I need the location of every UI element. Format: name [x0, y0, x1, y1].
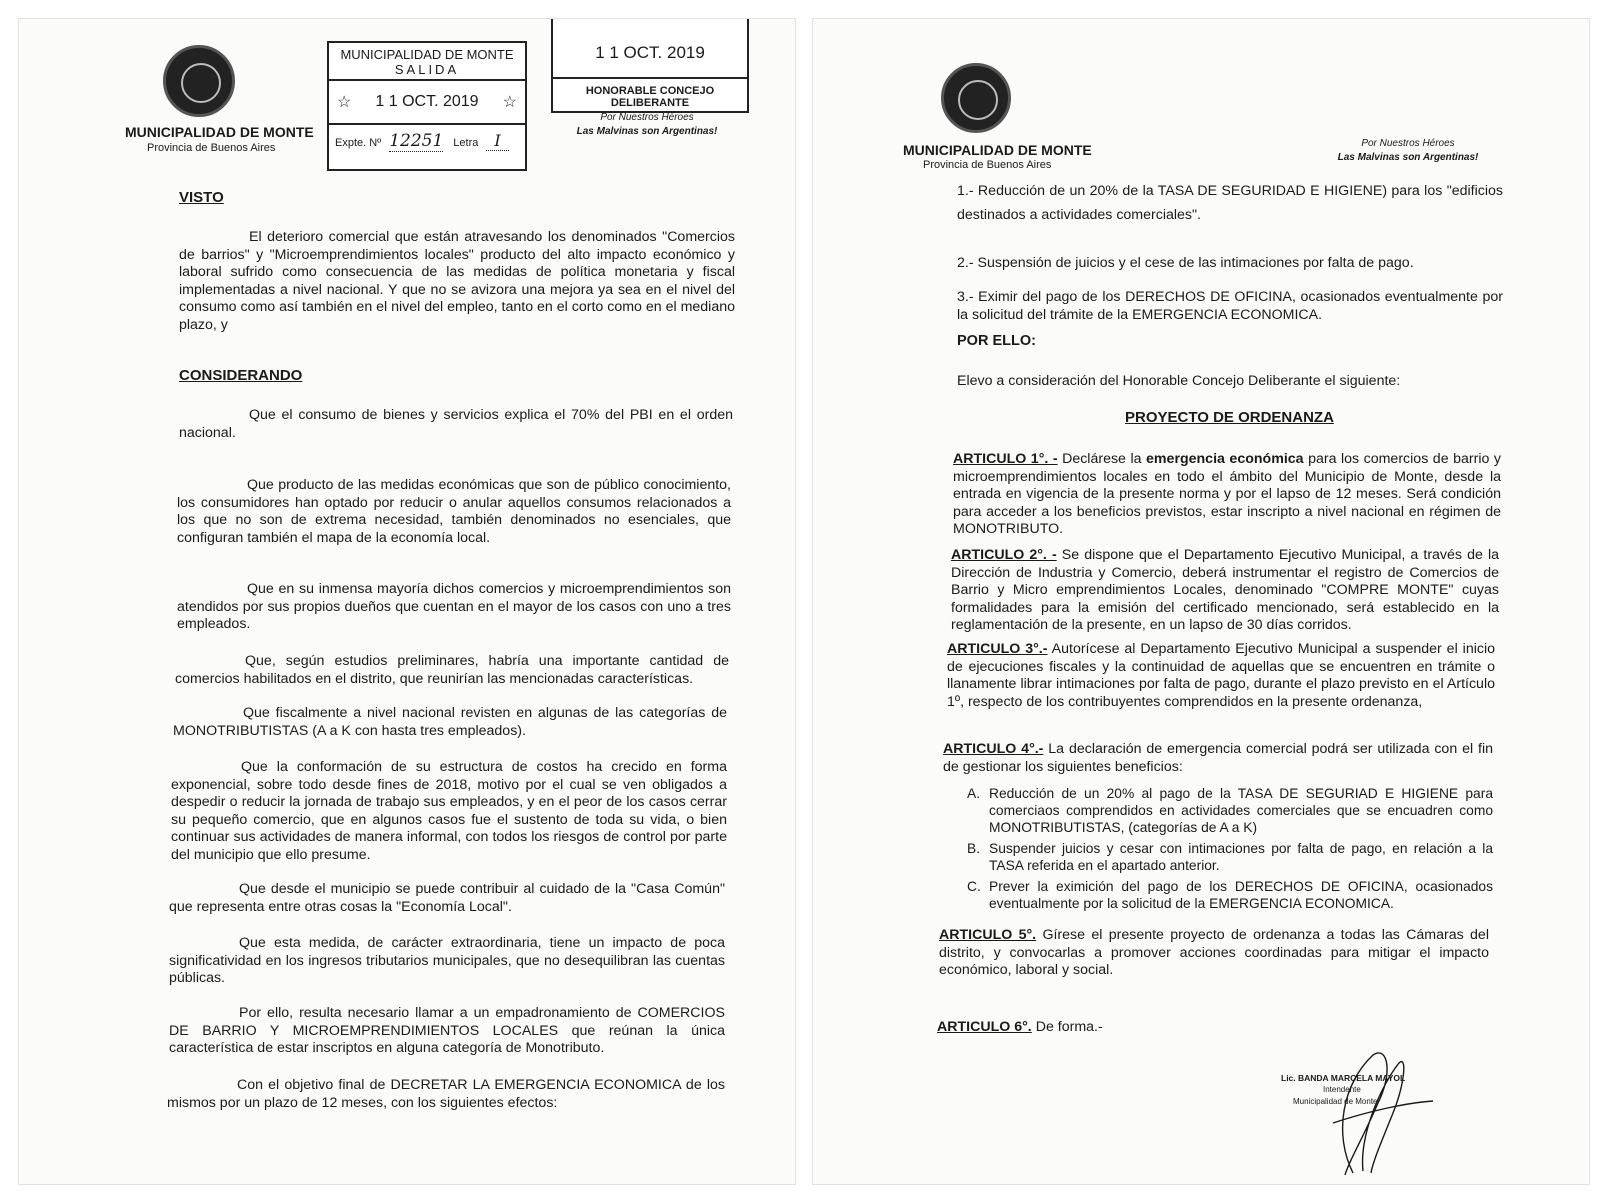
proyecto-title: PROYECTO DE ORDENANZA — [1125, 409, 1334, 426]
effect-item: 3.- Eximir del pago de los DERECHOS DE OFICINA, ocasionados eventualmente por la solicitud del trámite de la EMERGENCIA ECONOMICA. — [957, 289, 1503, 323]
header-title: MUNICIPALIDAD DE MONTE — [903, 142, 1092, 158]
municipal-crest-icon — [163, 45, 235, 117]
article-label: ARTICULO 4°.- — [943, 741, 1044, 757]
considerando-paragraph: Que producto de las medidas económicas que son de público conocimiento, los consumidores han optado por reducir o anular aquellos consumos relacionados a los que no son de extrema necesidad, también denominados no esenciales, que configuran también el mapa de la economía local. — [177, 477, 731, 546]
header-title: MUNICIPALIDAD DE MONTE — [125, 124, 314, 140]
expte-label: Expte. Nº — [335, 137, 382, 149]
concejo-stamp — [551, 19, 749, 113]
list-item: C. Prever la eximición del pago de los DERECHOS DE OFICINA, ocasionados eventualmente por la solicitud de la EMERGENCIA ECONOMICA. — [967, 879, 1493, 911]
star-icon: ☆ — [502, 94, 517, 111]
considerando-paragraph: Con el objetivo final de DECRETAR LA EMERGENCIA ECONOMICA de los mismos por un plazo de 12 meses, con los siguientes efectos: — [167, 1077, 725, 1111]
considerando-paragraph: Que la conformación de su estructura de costos ha crecido en forma exponencial, sobre todo desde fines de 2018, motivo por el cual se ven obligados a despedir o reducir la jornada de trabajo sus empleados, y en el peor de los casos cerrar su pequeño comercio, que en algunos casos fue el sustento de toda su vida, o bien continuar sus actividades de manera informal, con todos los riesgos de control por parte del municipio que ello presume. — [171, 759, 727, 863]
concejo-stamp-name: HONORABLE CONCEJO DELIBERANTE — [585, 85, 715, 109]
document-page-left — [18, 18, 796, 1185]
list-item: A. Reducción de un 20% al pago de la TASA DE SEGURIAD E HIGIENE para comerciaos comprendidos en actividades comerciales que se encuadren como MONOTRIBUTISTAS, (categorías de A a K) — [967, 786, 1493, 835]
article-4: ARTICULO 4°.- La declaración de emergencia comercial podrá ser utilizada con el fin de gestionar los siguientes beneficios: — [943, 741, 1493, 775]
article-1: ARTICULO 1°. - Declárese la emergencia económica para los comercios de barrio y microemprendimientos locales en todo el ámbito del Municipio de Monte, desde la entrada en vigencia de la presente norma y por el lapso de 12 meses. Será condición para acceder a los beneficios previstos, estar inscripto a nivel nacional en régimen de MONOTRIBUTO. — [953, 451, 1501, 537]
stamp-line2: SALIDA — [394, 62, 460, 77]
considerando-paragraph: Por ello, resulta necesario llamar a un empadronamiento de COMERCIOS DE BARRIO Y MICROEMPRENDIMIENTOS LOCALES que reúnan la única característica de estar inscriptos en alguna categoría de Monotributo. — [169, 1005, 725, 1056]
visto-heading: VISTO — [179, 189, 224, 206]
visto-text: El deterioro comercial que están atravesando los denominados "Comercios de barrios" y "Microemprendimientos locales" producto del alto impacto económico y laboral sufrido como consecuencia de las medidas de política monetaria y fiscal implementadas a nivel nacional. Y que no se avizora una mejora ya sea en el nivel del consumo como así también en el nivel del empleo, tanto en el corto como en el mediano plazo, y — [179, 229, 735, 333]
benefits-list — [967, 785, 1493, 916]
article-2: ARTICULO 2°. - Se dispone que el Departamento Ejecutivo Municipal, a través de la Dirección de Industria y Comercio, deberá instrumentar el registro de Comercios de Barrio y Micro emprendimientos Locales, denominado "COMPRE MONTE" cuyas formalidades para la emisión del certificado mencionado, será establecido en la reglamentación de la presente, en un lapso de 30 días corridos. — [951, 547, 1499, 633]
considerando-paragraph: Que en su inmensa mayoría dichos comercios y microemprendimientos son atendidos por sus propios dueños que cuentan en el mayor de los casos con uno a tres empleados. — [177, 581, 731, 632]
effect-item: 1.- Reducción de un 20% de la TASA DE SEGURIDAD E HIGIENE) para los "edificios destinados a actividades comerciales". — [957, 183, 1503, 223]
signature-org: Municipalidad de Monte — [1293, 1097, 1378, 1106]
star-icon: ☆ — [337, 94, 352, 111]
article-label: ARTICULO 3°.- — [947, 641, 1048, 657]
municipal-crest-icon — [941, 63, 1011, 133]
signature-name: Lic. BANDA MARCELA MAYOL — [1281, 1073, 1406, 1083]
considerando-heading: CONSIDERANDO — [179, 367, 303, 384]
letra-label: Letra — [453, 137, 479, 149]
salida-stamp — [327, 41, 527, 171]
article-3: ARTICULO 3°.- Autorícese al Departamento Ejecutivo Municipal a suspender el inicio de ejecuciones fiscales y la continuidad de aquellas que se encuentren en trámite o llanamente librar intimaciones por falta de pago, durante el plazo previsto en el Artículo 1º, respecto de los contribuyentes comprendidos en la presente ordenanza, — [947, 641, 1496, 710]
letra-value: I — [486, 131, 508, 151]
document-page-right — [812, 18, 1590, 1185]
concejo-stamp-date: 1 1 OCT. 2019 — [595, 43, 705, 62]
header-subtitle: Provincia de Buenos Aires — [147, 142, 276, 154]
considerando-paragraph: Que, según estudios preliminares, habría una importante cantidad de comercios habilitados en el distrito, que reunirían las mencionadas características. — [175, 653, 729, 687]
signature-role: Intendente — [1323, 1085, 1361, 1094]
handwritten-signature — [1281, 1043, 1443, 1183]
slogan-line2: Las Malvinas son Argentinas! — [576, 126, 718, 137]
header-subtitle: Provincia de Buenos Aires — [923, 159, 1052, 171]
slogan — [547, 111, 747, 139]
elevo-text: Elevo a consideración del Honorable Concejo Deliberante el siguiente: — [957, 373, 1401, 389]
list-item: B. Suspender juicios y cesar con intimaciones por falta de pago, en relación a la TASA referida en el apartado anterior. — [967, 841, 1493, 873]
considerando-paragraph: Que fiscalmente a nivel nacional revisten en algunas de las categorías de MONOTRIBUTISTAS (A a K con hasta tres empleados). — [173, 705, 727, 739]
slogan-line2: Las Malvinas son Argentinas! — [1337, 152, 1479, 163]
article-6: ARTICULO 6°. De forma.- — [937, 1019, 1103, 1035]
slogan — [1323, 137, 1493, 165]
slogan-line1: Por Nuestros Héroes — [600, 112, 694, 123]
stamp-date: 1 1 OCT. 2019 — [375, 93, 479, 110]
effect-item: 2.- Suspensión de juicios y el cese de las intimaciones por falta de pago. — [957, 255, 1414, 271]
article-label: ARTICULO 2°. - — [951, 547, 1057, 563]
expte-number: 12251 — [389, 131, 444, 151]
considerando-paragraph: Que esta medida, de carácter extraordinaria, tiene un impacto de poca significatividad en los ingresos tributarios municipales, que no desequilibran las cuentas públicas. — [169, 935, 725, 986]
article-label: ARTICULO 1°. - — [953, 451, 1058, 467]
considerando-paragraph: Que desde el municipio se puede contribuir al cuidado de la "Casa Común" que representa entre otras cosas la "Economía Local". — [169, 881, 725, 915]
stamp-line1: MUNICIPALIDAD DE MONTE — [340, 47, 514, 62]
por-ello-heading: POR ELLO: — [957, 333, 1036, 349]
article-5: ARTICULO 5°. Gírese el presente proyecto de ordenanza a todas las Cámaras del distrito, y convocarlas a promover acciones coordinadas para mitigar el impacto económico, laboral y social. — [939, 927, 1489, 978]
article-label: ARTICULO 6°. — [937, 1019, 1032, 1035]
slogan-line1: Por Nuestros Héroes — [1361, 138, 1455, 149]
considerando-paragraph: Que el consumo de bienes y servicios explica el 70% del PBI en el orden nacional. — [179, 407, 733, 441]
article-label: ARTICULO 5°. — [939, 927, 1037, 943]
